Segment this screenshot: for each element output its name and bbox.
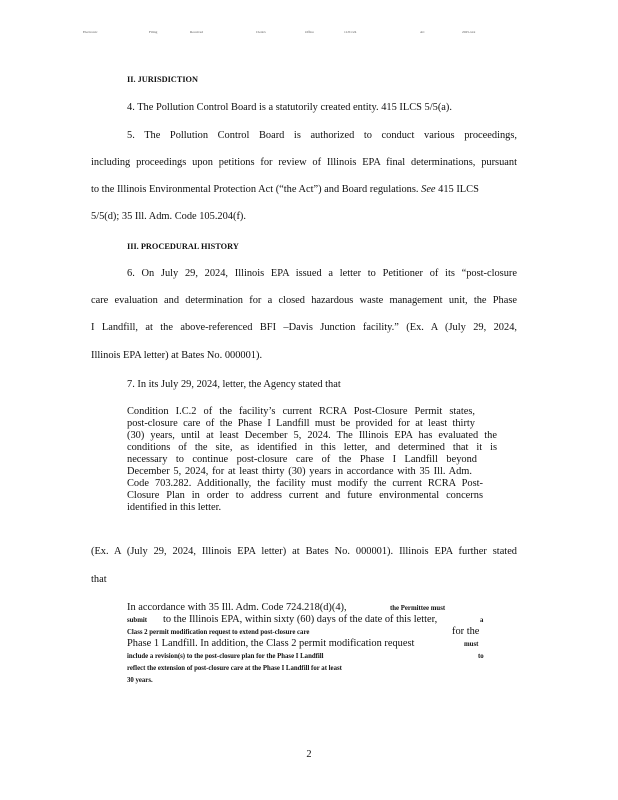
- signal-see: See: [421, 184, 436, 195]
- header-text: Office: [305, 30, 314, 34]
- paragraph-line: that: [91, 574, 107, 585]
- paragraph-line: (Ex. A (July 29, 2024, Illinois EPA letter) at Bates No. 000001). Illinois EPA further stated: [91, 546, 517, 557]
- paragraph-5-line: to the Illinois Environmental Protection Act (“the Act”) and Board regulations. See 415 ILCS: [91, 184, 479, 195]
- header-text: Received: [190, 30, 204, 34]
- header-text: Clerk's: [256, 30, 266, 34]
- quote-line: identified in this letter.: [127, 502, 222, 513]
- quote-line: the Permittee must: [390, 605, 446, 612]
- quote-line: Code 703.282. Additionally, the facility must modify the current RCRA Post-: [127, 478, 483, 489]
- quote-line: In accordance with 35 Ill. Adm. Code 724.218(d)(4),: [127, 602, 347, 613]
- paragraph-4: 4. The Pollution Control Board is a statutorily created entity. 415 ILCS 5/5(a).: [127, 102, 452, 113]
- quote-line: to the Illinois EPA, within sixty (60) days of the date of this letter,: [163, 614, 438, 625]
- quote-line: must: [464, 641, 479, 648]
- quote-line: a: [480, 617, 484, 624]
- paragraph-7: 7. In its July 29, 2024, letter, the Agency stated that: [127, 379, 341, 390]
- paragraph-6-line: Illinois EPA letter) at Bates No. 000001).: [91, 350, 263, 361]
- quote-line: include a revision(s) to the post-closure plan for the Phase I Landfill: [127, 653, 324, 660]
- quote-line: necessary to continue post-closure care of the Phase I Landfill beyond: [127, 454, 477, 465]
- quote-line: Closure Plan in order to address current and future environmental concerns: [127, 490, 483, 501]
- quote-line: submit: [127, 617, 148, 624]
- paragraph-5-line: including proceedings upon petitions for review of Illinois EPA final determinations, pursuant: [91, 157, 517, 168]
- quote-line: (30) years, until at least December 5, 2024. The Illinois EPA has evaluated the: [127, 430, 497, 441]
- paragraph-6-line: I Landfill, at the above-referenced BFI –Davis Junction facility.” (Ex. A (July 29, 2024,: [91, 322, 517, 333]
- quote-line: for the: [452, 626, 480, 637]
- section-heading-jurisdiction: II. JURISDICTION: [127, 75, 199, 84]
- header-text: 2025-xxx: [462, 30, 476, 34]
- header-text: Filing: [149, 30, 158, 34]
- quote-line: 30 years.: [127, 677, 153, 684]
- header-text: 11/01/24: [344, 30, 357, 34]
- paragraph-5-line: 5/5(d); 35 Ill. Adm. Code 105.204(f).: [91, 211, 246, 222]
- quote-line: post-closure care of the Phase I Landfill must be provided for at least thirty: [127, 418, 475, 429]
- quote-line: Condition I.C.2 of the facility’s current RCRA Post-Closure Permit states,: [127, 406, 475, 417]
- page-number: 2: [306, 749, 312, 760]
- header-text: Electronic: [83, 30, 98, 34]
- paragraph-6-line: care evaluation and determination for a closed hazardous waste management unit, the Phase: [91, 295, 517, 306]
- quote-line: Class 2 permit modification request to extend post-closure care: [127, 629, 310, 636]
- section-heading-procedural-history: III. PROCEDURAL HISTORY: [127, 242, 239, 251]
- paragraph-6-line: 6. On July 29, 2024, Illinois EPA issued a letter to Petitioner of its “post-closure: [127, 268, 517, 279]
- quote-line: conditions of the site, as identified in this letter, and determined that it is: [127, 442, 497, 453]
- quote-line: Phase 1 Landfill. In addition, the Class 2 permit modification request: [127, 638, 415, 649]
- header-text: AC: [420, 30, 425, 34]
- quote-line: to: [478, 653, 484, 660]
- quote-line: reflect the extension of post-closure care at the Phase I Landfill for at least: [127, 665, 342, 672]
- quote-line: December 5, 2024, for at least thirty (30) years in accordance with 35 Ill. Adm.: [127, 466, 472, 477]
- paragraph-5-line: 5. The Pollution Control Board is authorized to conduct various proceedings,: [127, 130, 517, 141]
